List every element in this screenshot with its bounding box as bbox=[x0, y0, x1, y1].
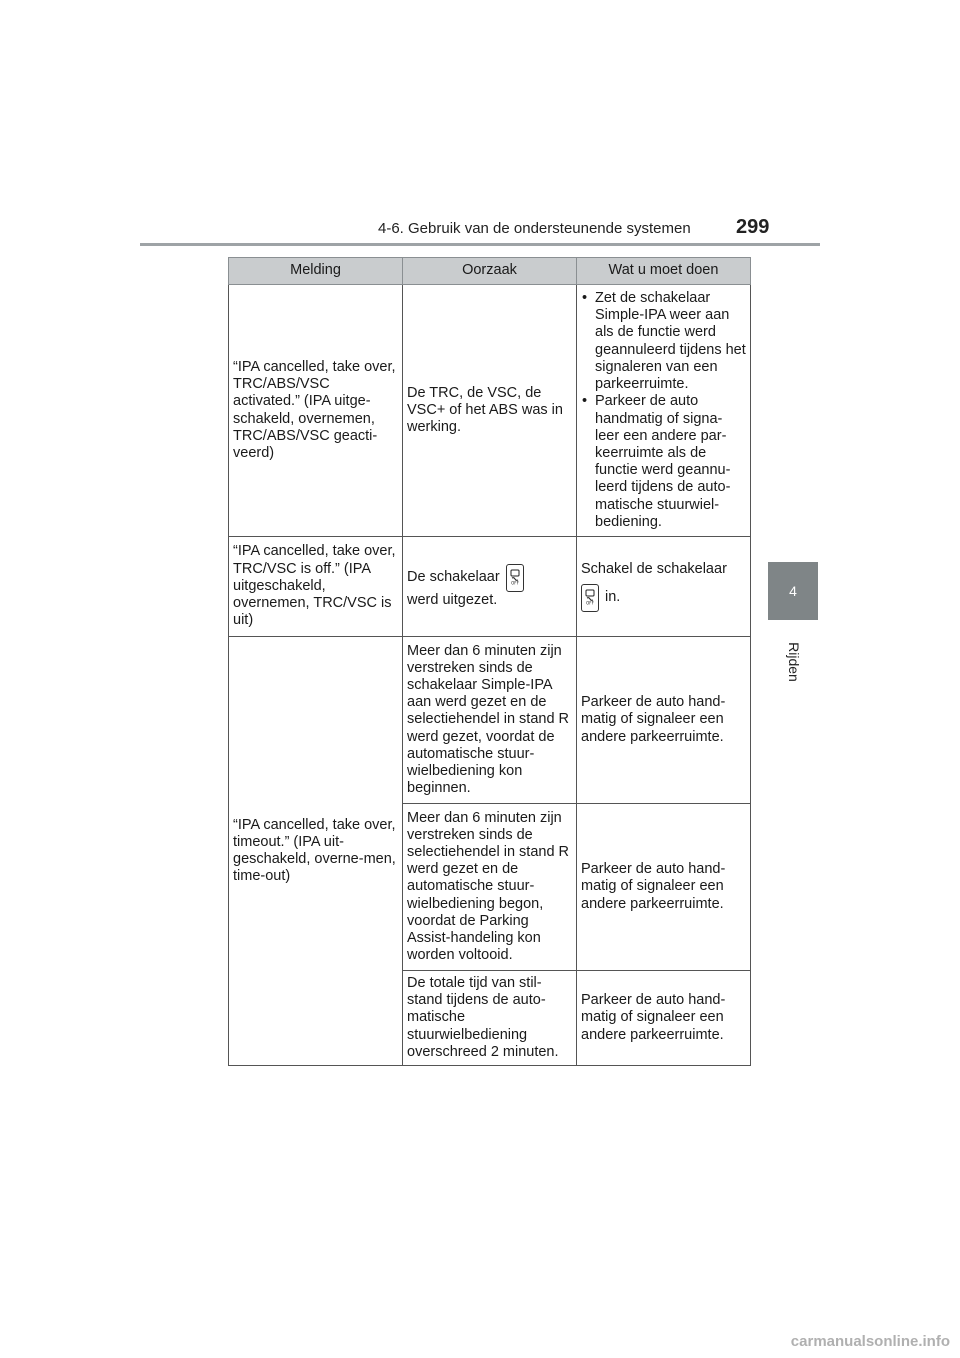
action-cell: Parkeer de auto hand-matig of signaleer een andere parkeerruimte. bbox=[577, 637, 751, 804]
watermark: carmanualsonline.info bbox=[790, 1333, 950, 1350]
action-list bbox=[581, 290, 746, 531]
oorzaak-text: De schakelaar bbox=[407, 569, 500, 586]
action-cell: Parkeer de auto hand-matig of signaleer een andere parkeerruimte. bbox=[577, 804, 751, 971]
list-item: • Parkeer de auto handmatig of signa-leer een andere par-keerruimte als de functie werd geannu-leerd tijdens de auto-matische stuurwiel-bediening. bbox=[581, 393, 746, 531]
oorzaak-cell: Meer dan 6 minuten zijn verstreken sinds de schakelaar Simple-IPA aan werd gezet en de selectiehendel in stand R werd gezet, voordat de automatische stuur-wielbediening kon beginnen. bbox=[403, 637, 577, 804]
oorzaak-text: werd uitgezet. bbox=[407, 591, 498, 608]
action-text: in. bbox=[605, 589, 621, 606]
svg-text:OFF: OFF bbox=[586, 600, 594, 606]
page-number: 299 bbox=[736, 216, 770, 238]
header-melding: Melding bbox=[229, 258, 403, 285]
table-row bbox=[229, 537, 751, 637]
list-item: • Zet de schakelaar Simple-IPA weer aan als de functie werd geannuleerd tijdens het signaleren van een parkeerruimte. bbox=[581, 290, 746, 393]
oorzaak-cell: De totale tijd van stil-stand tijdens de auto-matische stuurwielbediening overschreed 2 minuten. bbox=[403, 971, 577, 1066]
header-actie: Wat u moet doen bbox=[577, 258, 751, 285]
melding-cell: “IPA cancelled, take over, TRC/VSC is off.” (IPA uitgeschakeld, overnemen, TRC/VSC is uit) bbox=[229, 537, 403, 637]
melding-cell: “IPA cancelled, take over, TRC/ABS/VSC activated.” (IPA uitge-schakeld, overnemen, TRC/ABS/VSC geacti-veerd) bbox=[229, 285, 403, 537]
trc-off-switch-icon bbox=[581, 584, 599, 612]
svg-text:OFF: OFF bbox=[510, 580, 519, 585]
action-cell bbox=[577, 285, 751, 537]
table-row bbox=[229, 285, 751, 537]
oorzaak-cell: Meer dan 6 minuten zijn verstreken sinds de selectiehendel in stand R werd gezet en de automatische stuur-wielbediening begon, voordat de Parking Assist-handeling kon worden voltooid. bbox=[403, 804, 577, 971]
message-table bbox=[228, 257, 751, 1066]
header-oorzaak: Oorzaak bbox=[403, 258, 577, 285]
action-cell bbox=[577, 537, 751, 637]
melding-cell: “IPA cancelled, take over, timeout.” (IPA uit-geschakeld, overne-men, time-out) bbox=[229, 637, 403, 1066]
chapter-label: Rijden bbox=[786, 642, 802, 682]
section-title: 4-6. Gebruik van de ondersteunende systemen bbox=[378, 220, 691, 237]
chapter-number: 4 bbox=[789, 583, 797, 599]
trc-off-switch-icon bbox=[506, 564, 524, 592]
table-row bbox=[229, 637, 751, 804]
chapter-tab bbox=[768, 562, 818, 620]
oorzaak-cell bbox=[403, 537, 577, 637]
action-cell: Parkeer de auto hand-matig of signaleer een andere parkeerruimte. bbox=[577, 971, 751, 1066]
oorzaak-cell: De TRC, de VSC, de VSC+ of het ABS was in werking. bbox=[403, 285, 577, 537]
header-divider bbox=[140, 243, 820, 246]
table-header-row bbox=[229, 258, 751, 285]
chapter-side-label bbox=[779, 632, 809, 692]
action-text: Schakel de schakelaar bbox=[581, 560, 727, 577]
